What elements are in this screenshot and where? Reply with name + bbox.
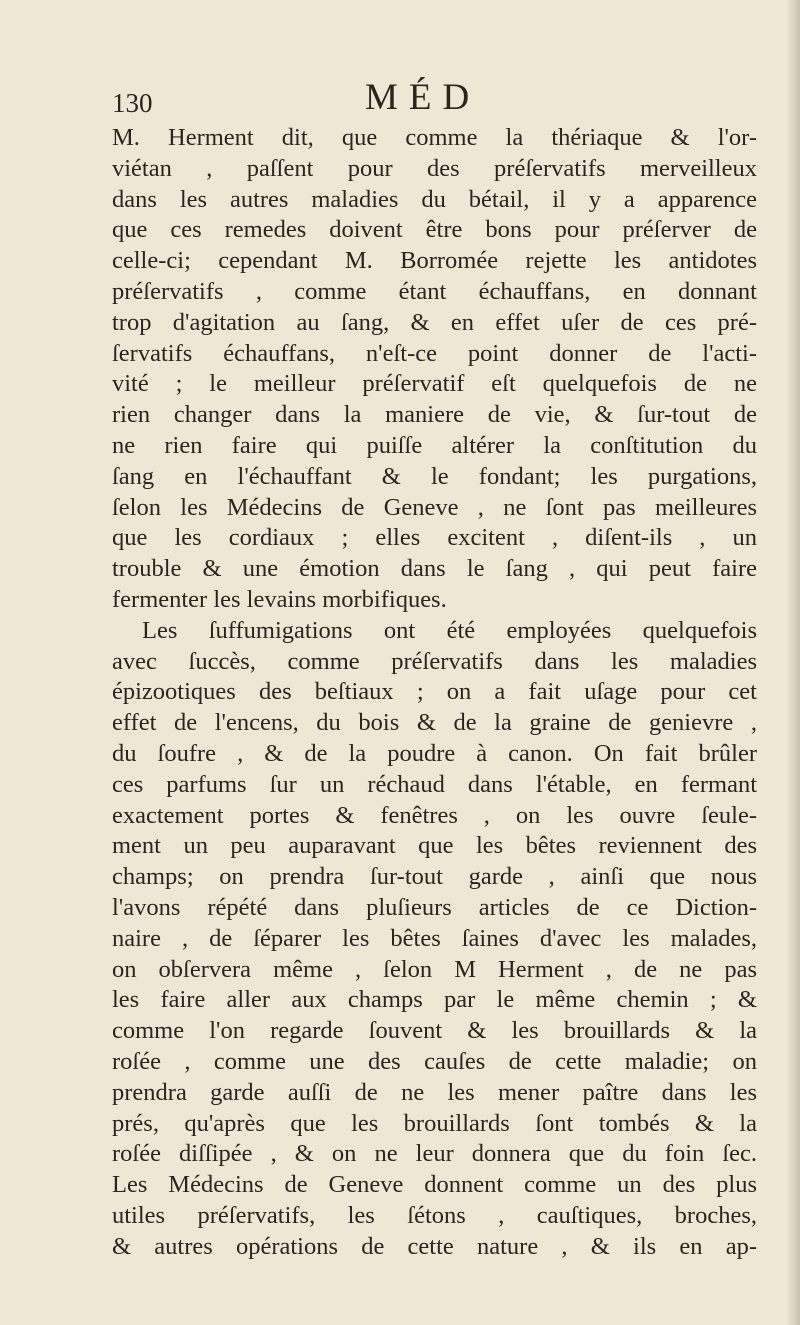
text-line: que les cordiaux ; elles excitent , diſent-ils , un xyxy=(112,524,757,552)
text-line: champs; on prendra ſur-tout garde , ainſi que nous xyxy=(112,863,757,891)
text-line: ment un peu auparavant que les bêtes reviennent des xyxy=(112,832,757,860)
text-line: naire , de ſéparer les bêtes ſaines d'avec les malades, xyxy=(112,924,757,952)
text-line: fermenter les levains morbifiques. xyxy=(112,585,447,613)
text-line: exactement portes & fenêtres , on les ouvre ſeule- xyxy=(112,801,757,829)
text-line: vité ; le meilleur préſervatif eſt quelquefois de ne xyxy=(112,370,757,398)
text-line: M. Herment dit, que comme la thériaque & l'or- xyxy=(112,124,757,151)
text-line: dans les autres maladies du bétail, il y a apparence xyxy=(112,185,757,213)
text-line: on obſervera même , ſelon M Herment , de ne pas xyxy=(112,955,757,983)
text-line: celle-ci; cependant M. Borromée rejette les antidotes xyxy=(112,247,757,275)
text-line: que ces remedes doivent être bons pour préſerver de xyxy=(112,216,757,244)
text-line: Les Médecins de Geneve donnent comme un des plus xyxy=(112,1171,757,1199)
text-line: l'avons répété dans pluſieurs articles de ce Diction- xyxy=(112,893,757,921)
text-line: roſée , comme une des cauſes de cette maladie; on xyxy=(112,1047,757,1075)
text-line: comme l'on regarde ſouvent & les brouillards & la xyxy=(112,1017,757,1045)
text-line: ſervatifs échauffans, n'eſt-ce point donner de l'acti- xyxy=(112,339,757,367)
text-line: rien changer dans la maniere de vie, & ſur-tout de xyxy=(112,401,757,429)
text-line: trop d'agitation au ſang, & en effet uſer de ces pré- xyxy=(112,308,757,336)
text-line: utiles préſervatifs, les ſétons , cauſtiques, broches, xyxy=(112,1201,757,1229)
text-line: du ſoufre , & de la poudre à canon. On fait brûler xyxy=(112,739,757,767)
body-text xyxy=(112,123,757,1262)
text-line: prés, qu'après que les brouillards ſont tombés & la xyxy=(112,1109,757,1137)
text-line: Les ſuffumigations ont été employées quelquefois xyxy=(142,616,757,644)
text-line: les faire aller aux champs par le même chemin ; & xyxy=(112,986,757,1014)
text-line: & autres opérations de cette nature , & ils en ap- xyxy=(112,1232,757,1260)
text-line: épizootiques des beſtiaux ; on a fait uſage pour cet xyxy=(112,678,757,706)
text-line: prendra garde auſſi de ne les mener paître dans les xyxy=(112,1078,757,1106)
page-number: 130 xyxy=(112,88,153,118)
text-line: roſée diſſipée , & on ne leur donnera que du foin ſec. xyxy=(112,1140,757,1168)
text-line: préſervatifs , comme étant échauffans, en donnant xyxy=(112,277,757,305)
text-line: avec ſuccès, comme préſervatifs dans les maladies xyxy=(112,647,757,675)
text-line: ſang en l'échauffant & le fondant; les purgations, xyxy=(112,462,757,490)
running-head: MÉD xyxy=(365,77,481,118)
text-line: ne rien faire qui puiſſe altérer la conſtitution du xyxy=(112,431,757,459)
text-line: ſelon les Médecins de Geneve , ne ſont pas meilleures xyxy=(112,493,757,521)
text-line: trouble & une émotion dans le ſang , qui peut faire xyxy=(112,555,757,583)
page-edge-shadow xyxy=(786,0,800,1325)
text-line: ces parfums ſur un réchaud dans l'étable, en fermant xyxy=(112,770,757,798)
text-line: effet de l'encens, du bois & de la graine de genievre , xyxy=(112,709,757,737)
text-line: viétan , paſſent pour des préſervatifs merveilleux xyxy=(112,154,757,182)
